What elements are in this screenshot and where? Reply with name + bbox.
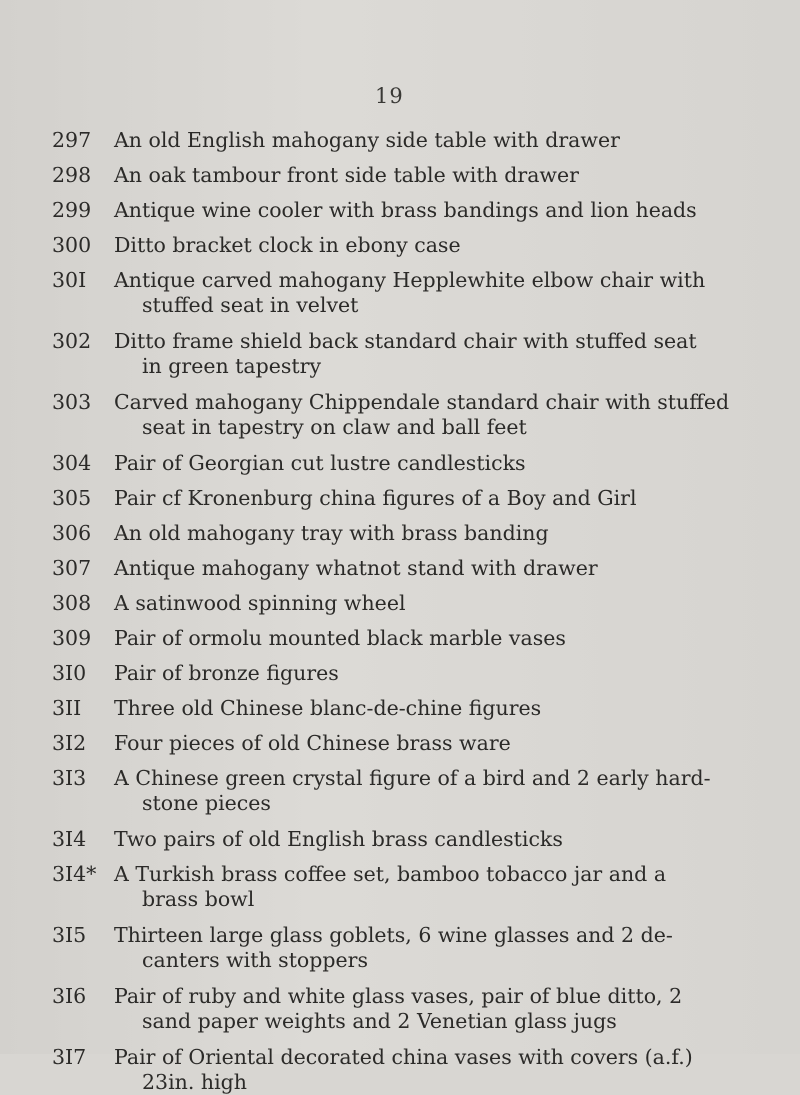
lot-description	[114, 696, 787, 721]
lot-row	[52, 626, 787, 651]
lot-row	[52, 591, 787, 616]
lot-number: 3I6	[52, 984, 87, 1008]
lot-description	[114, 390, 787, 440]
lot-number: 308	[52, 591, 92, 615]
lot-description	[114, 862, 787, 912]
lot-number: 3II	[52, 696, 82, 720]
lot-row	[52, 521, 787, 546]
lot-number: 3I2	[52, 731, 87, 755]
lot-row	[52, 128, 787, 153]
lot-description	[114, 233, 787, 258]
lot-number: 307	[52, 556, 92, 580]
lot-list	[52, 128, 787, 1095]
lot-description	[114, 626, 787, 651]
lot-description-line: in green tapestry	[142, 354, 322, 378]
lot-description	[114, 827, 787, 852]
lot-row	[52, 827, 787, 852]
lot-description-line: A satinwood spinning wheel	[114, 591, 406, 615]
lot-row	[52, 661, 787, 686]
lot-number: 30I	[52, 268, 87, 292]
lot-description	[114, 731, 787, 756]
lot-description-line: Antique carved mahogany Hepplewhite elbow chair with	[114, 268, 706, 292]
lot-description	[114, 923, 787, 973]
lot-row	[52, 451, 787, 476]
lot-description-line: 23in. high	[142, 1070, 247, 1094]
lot-number: 304	[52, 451, 92, 475]
lot-description-line: sand paper weights and 2 Venetian glass jugs	[142, 1009, 617, 1033]
lot-number: 3I5	[52, 923, 87, 947]
lot-description-line: Pair of bronze figures	[114, 661, 339, 685]
lot-description-line: seat in tapestry on claw and ball feet	[142, 415, 527, 439]
lot-description-line: brass bowl	[142, 887, 255, 911]
lot-number: 303	[52, 390, 92, 414]
lot-description-line: canters with stoppers	[142, 948, 368, 972]
lot-description-line: Antique mahogany whatnot stand with drawer	[114, 556, 598, 580]
lot-number: 3I4	[52, 827, 87, 851]
lot-description-line: A Turkish brass coffee set, bamboo tobacco jar and a	[114, 862, 667, 886]
lot-description	[114, 661, 787, 686]
lot-row	[52, 923, 787, 973]
lot-row	[52, 329, 787, 379]
lot-row	[52, 862, 787, 912]
lot-number: 3I0	[52, 661, 87, 685]
lot-description-line: Antique wine cooler with brass bandings and lion heads	[114, 198, 697, 222]
lot-description	[114, 1045, 787, 1095]
lot-description	[114, 268, 787, 318]
lot-number: 3I7	[52, 1045, 87, 1069]
lot-number: 309	[52, 626, 92, 650]
lot-number: 299	[52, 198, 92, 222]
lot-description-line: stone pieces	[142, 791, 271, 815]
lot-description	[114, 984, 787, 1034]
lot-description	[114, 198, 787, 223]
lot-row	[52, 984, 787, 1034]
lot-row	[52, 1045, 787, 1095]
lot-description-line: An oak tambour front side table with drawer	[114, 163, 579, 187]
lot-description	[114, 128, 787, 153]
lot-number: 300	[52, 233, 92, 257]
lot-number: 297	[52, 128, 92, 152]
lot-description-line: Ditto frame shield back standard chair with stuffed seat	[114, 329, 697, 353]
lot-description-line: Pair of Georgian cut lustre candlesticks	[114, 451, 526, 475]
lot-description-line: An old mahogany tray with brass banding	[114, 521, 549, 545]
lot-row	[52, 268, 787, 318]
lot-description-line: Pair cf Kronenburg china figures of a Boy and Girl	[114, 486, 637, 510]
lot-row	[52, 486, 787, 511]
lot-description	[114, 486, 787, 511]
lot-number: 3I3	[52, 766, 87, 790]
lot-description-line: Three old Chinese blanc-de-chine figures	[114, 696, 542, 720]
lot-description	[114, 521, 787, 546]
lot-number: 298	[52, 163, 92, 187]
lot-description	[114, 329, 787, 379]
lot-description-line: Carved mahogany Chippendale standard chair with stuffed	[114, 390, 730, 414]
lot-row	[52, 198, 787, 223]
lot-description	[114, 163, 787, 188]
lot-description-line: stuffed seat in velvet	[142, 293, 359, 317]
lot-description	[114, 766, 787, 816]
lot-number: 3I4*	[52, 862, 97, 886]
lot-row	[52, 766, 787, 816]
lot-description-line: Pair of Oriental decorated china vases with covers (a.f.)	[114, 1045, 693, 1069]
lot-row	[52, 556, 787, 581]
lot-description-line: A Chinese green crystal figure of a bird and 2 early hard-	[114, 766, 711, 790]
lot-description	[114, 591, 787, 616]
lot-row	[52, 731, 787, 756]
page-number: 19	[375, 84, 404, 108]
lot-row	[52, 233, 787, 258]
lot-number: 306	[52, 521, 92, 545]
lot-number: 302	[52, 329, 92, 353]
lot-description	[114, 451, 787, 476]
lot-row	[52, 163, 787, 188]
lot-description-line: Pair of ruby and white glass vases, pair of blue ditto, 2	[114, 984, 683, 1008]
lot-description-line: Pair of ormolu mounted black marble vases	[114, 626, 566, 650]
lot-description-line: Ditto bracket clock in ebony case	[114, 233, 461, 257]
lot-description-line: Four pieces of old Chinese brass ware	[114, 731, 511, 755]
lot-row	[52, 390, 787, 440]
lot-description-line: Two pairs of old English brass candlesticks	[114, 827, 563, 851]
lot-description-line: An old English mahogany side table with drawer	[114, 128, 620, 152]
lot-number: 305	[52, 486, 92, 510]
lot-description-line: Thirteen large glass goblets, 6 wine glasses and 2 de-	[114, 923, 673, 947]
lot-description	[114, 556, 787, 581]
lot-row	[52, 696, 787, 721]
